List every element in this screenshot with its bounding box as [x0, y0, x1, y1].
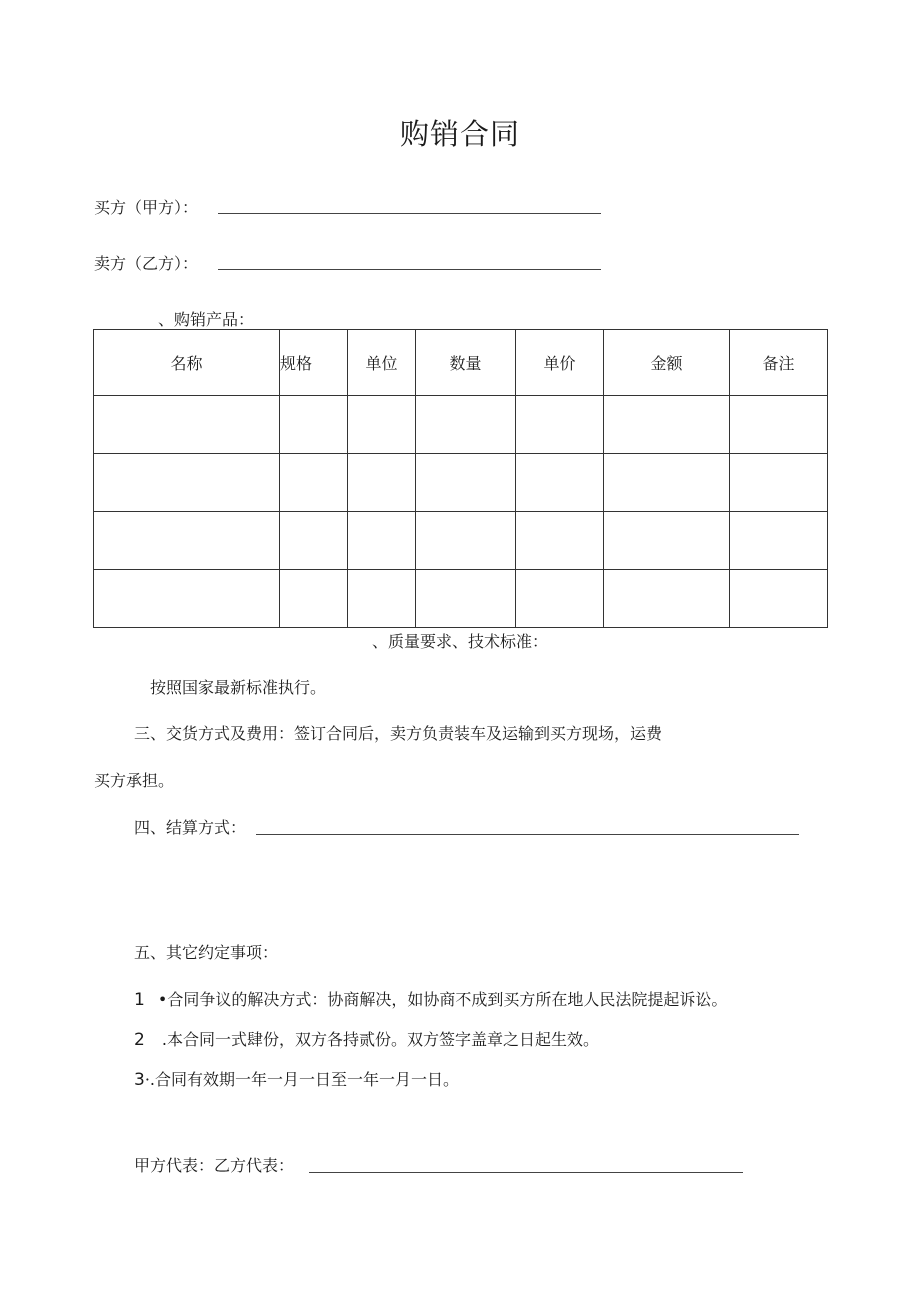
- table-row: [94, 454, 828, 512]
- table-cell[interactable]: [730, 454, 828, 512]
- header-spec: 规格: [280, 330, 348, 396]
- table-cell[interactable]: [280, 454, 348, 512]
- delivery-text-line1: 三、交货方式及费用：签订合同后，卖方负责装车及运输到买方现场，运费: [134, 724, 663, 743]
- header-quantity: 数量: [416, 330, 516, 396]
- item-number: 1: [134, 990, 145, 1010]
- item-text: .本合同一式肆份，双方各持贰份。双方签字盖章之日起生效。: [161, 1030, 600, 1049]
- list-item: [134, 1030, 599, 1050]
- table-row: [94, 570, 828, 628]
- list-item: [134, 990, 727, 1010]
- table-cell[interactable]: [730, 396, 828, 454]
- settlement-label: 四、结算方式：: [134, 818, 247, 837]
- table-cell[interactable]: [280, 396, 348, 454]
- table-cell[interactable]: [348, 512, 416, 570]
- item-number: 3: [134, 1070, 145, 1090]
- table-cell[interactable]: [416, 570, 516, 628]
- table-cell[interactable]: [94, 396, 280, 454]
- quality-heading: 、质量要求、技术标准：: [372, 632, 549, 651]
- table-cell[interactable]: [280, 570, 348, 628]
- header-name: 名称: [94, 330, 280, 396]
- table-row: [94, 396, 828, 454]
- delivery-text-line2: 买方承担。: [94, 771, 175, 790]
- buyer-blank-line[interactable]: [218, 213, 601, 214]
- table-cell[interactable]: [516, 454, 604, 512]
- buyer-label: 买方（甲方）：: [94, 198, 199, 217]
- header-amount: 金额: [604, 330, 730, 396]
- item-number: 2: [134, 1030, 145, 1050]
- table-cell[interactable]: [416, 454, 516, 512]
- quality-text: 按照国家最新标准执行。: [150, 678, 327, 697]
- products-heading: 、购销产品：: [158, 310, 255, 329]
- table-cell[interactable]: [604, 512, 730, 570]
- header-unit: 单位: [348, 330, 416, 396]
- signature-blank-line[interactable]: [309, 1172, 743, 1173]
- table-cell[interactable]: [730, 570, 828, 628]
- header-remarks: 备注: [730, 330, 828, 396]
- table-cell[interactable]: [604, 396, 730, 454]
- table-cell[interactable]: [94, 570, 280, 628]
- list-item: [134, 1070, 459, 1090]
- seller-label: 卖方（乙方）：: [94, 254, 199, 273]
- table-cell[interactable]: [280, 512, 348, 570]
- table-cell[interactable]: [516, 570, 604, 628]
- item-text: ·.合同有效期一年一月一日至一年一月一日。: [144, 1070, 460, 1089]
- settlement-blank-line[interactable]: [256, 834, 799, 835]
- table-cell[interactable]: [516, 396, 604, 454]
- table-cell[interactable]: [730, 512, 828, 570]
- item-text: •合同争议的解决方式：协商解决，如协商不成到买方所在地人民法院提起诉讼。: [157, 990, 728, 1009]
- seller-blank-line[interactable]: [218, 269, 601, 270]
- page-title: 购销合同: [399, 117, 520, 151]
- table-cell[interactable]: [348, 454, 416, 512]
- table-header-row: [94, 330, 828, 396]
- table-cell[interactable]: [416, 512, 516, 570]
- other-terms-heading: 五、其它约定事项：: [134, 943, 279, 962]
- signature-label: 甲方代表：乙方代表：: [134, 1156, 295, 1175]
- table-cell[interactable]: [604, 570, 730, 628]
- table-cell[interactable]: [416, 396, 516, 454]
- products-table: [93, 329, 828, 628]
- table-cell[interactable]: [516, 512, 604, 570]
- table-cell[interactable]: [348, 570, 416, 628]
- header-unit-price: 单价: [516, 330, 604, 396]
- table-cell[interactable]: [94, 454, 280, 512]
- table-row: [94, 512, 828, 570]
- table-cell[interactable]: [348, 396, 416, 454]
- table-cell[interactable]: [604, 454, 730, 512]
- table-cell[interactable]: [94, 512, 280, 570]
